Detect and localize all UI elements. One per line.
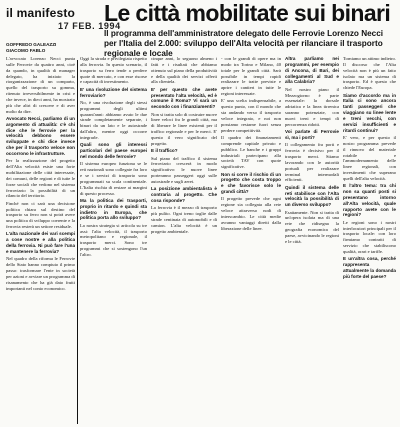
interview-question: Quindi il sistema delle reti stabilisce con l'Alta velocità la possibilità di un diverso sviluppo?: [285, 184, 339, 208]
article-column-4: [221, 56, 281, 424]
interview-question: L'alta nazionale dei vari scempi a cose nostre e alla politica della ferrovia. Ni può fare l'una e mantenere la ferrovia?: [6, 231, 75, 254]
interview-question: Quali sono gli interessi particolari del paese europei nel mondo delle ferrovie?: [80, 142, 147, 159]
column-rule: [77, 60, 78, 424]
interview-question: E' una rivoluzione del sistema ferroviario?: [80, 86, 147, 98]
interview-question: La posizione ambientalista è contraria al progetto. Che cosa risponde?: [151, 186, 217, 203]
interview-question: Voi parlate di Ferrovie sì, ma i porti?: [285, 129, 339, 140]
interview-question: Ma la politica dei trasporti, proprio in ritardo e quindi sta indietro in Europa, che politica porta allo sviluppo?: [80, 197, 147, 221]
article-paragraph: Finché non ci sarà una decisione politica chiara sul destino del trasporto su ferro non si potrà avere una politica di sviluppo coerente e la ferrovia resterà un settore residuale.: [6, 200, 75, 230]
article-paragraph: La nostra strategia si articola su tre assi: l'alta velocità, il trasporto metropolitano e regionale, il trasporto merci. Sono tre programmi che si sostengono l'un l'altro.: [80, 222, 147, 257]
article-paragraph: Non si tratta solo di costruire nuove linee veloci fra le grandi città, ma di liberare le linee esistenti per il traffico regionale e per le merci. E' questo il vero significato del progetto.: [151, 111, 217, 146]
article-paragraph: - con le grandi di opere ma in modo tra Torino e Milano, 40 totale per le grandi città. Sarà possibile in tempi rapidi realizzare le tratte previste e aprire i cantieri in tutte le regioni interessate.: [221, 56, 281, 97]
article-column-1: [6, 56, 75, 424]
article-paragraph: Torniamo un attimo indietro. Il discorso che l'Alta velocità non è più un fatto isolato ma un sistema di trasporto. Ed è questo che chiede l'Europa.: [343, 56, 396, 91]
article-column-5: [285, 56, 339, 424]
article-paragraph: Il sistema europeo funziona se le reti nazionali sono collegate fra loro e se i servizi di trasporto sono programmati su scala continentale. L'Italia rischia di restare ai margini di questo processo.: [80, 161, 147, 196]
headline: Le città mobilitate sui binari: [104, 0, 391, 26]
article-paragraph: Il collegamento fra porti e ferrovia è decisivo per il trasporto merci. Stiamo lavorando con le autorità portuali per realizzare terminal intermodali efficienti.: [285, 142, 339, 183]
issue-date-stamp: 17 FEB. 1994: [58, 21, 121, 31]
article-column-6: [343, 56, 396, 424]
interview-question: E il traffico?: [151, 148, 178, 154]
interview-question: Avvocato Necci, parliamo di un argomento di attualità: c'è chi dice che le ferrovie per la velocità debbono essere sviluppate e chi dice invece che per il trasporto veloce non occorrono le infrastrutture.: [6, 115, 75, 156]
article-paragraph: L'avvocato Lorenzo Necci punta sulle Ferrovie da quattro anni, cioè da quando, in qualità di manager delegato, ha iniziato la riorganizzazione di un comparto, quello del trasporto su gomma, ritenuto irreversibilmente in crisi e che invece, in dieci anni, ha mostrato più che altri di crescere e di aver molto da dire.: [6, 56, 75, 114]
article-paragraph: Sul piano del traffico il sistema ferroviario crescerà in modo significativo: le nuove linee porteranno passeggeri oggi sulle autostrade e sugli aerei.: [151, 155, 217, 184]
interview-question: Altra parliamo nei programmi, per esempio di Ancona, di Bari, dei collegamenti al Sud e alla Calabria?: [285, 56, 339, 85]
masthead: il manifesto: [6, 6, 76, 20]
byline-author: GOFFREDO GALEAZZI: [6, 42, 57, 47]
article-paragraph: E' una scelta indispensabile, a questo punto, con il mondo che sta andando verso il trasporto veloce integrato, e noi non possiamo restarne fuori senza perdere competitività.: [221, 98, 281, 133]
article-paragraph: cinque anni, lo seguono almeno i fatti e i risultati che abbiamo ottenuto sul piano della produttività e della qualità dei servizi offerti alla clientela.: [151, 56, 217, 85]
article-paragraph: Nel quadro della riforma le Ferrovie dello Stato hanno compiuto il primo passo: trasformare l'ente in società per azioni e avviare un programma di risanamento che ha già dato frutti importanti nel conto economico.: [6, 256, 75, 291]
article-column-2: [80, 56, 147, 424]
article-paragraph: Il progetto prevede che ogni regione sia collegata alla rete veloce attraverso nodi di interscambio. Le città medie avranno vantaggi diretti dalla liberazione delle linee.: [221, 196, 281, 231]
article-paragraph: Per la realizzazione del progetto dell'Alta velocità esiste una forte mobilitazione delle città interessate, dei comuni, delle regioni e di tutte le forze sociali che vedono nel sistema ferroviario la possibilità di un rilancio del territorio.: [6, 158, 75, 199]
article-column-3: [151, 56, 217, 424]
interview-question: Siamo d'accordo ma in Italia ci sono ancora tanti passeggeri che viaggiano su linee lente e treni vecchi, con servizi insufficienti e ritardi continui?: [343, 92, 396, 133]
interview-question: E l'altro tema: tra chi non sa quanti posti si presentano intorno all'Alta velocità, quale rapporto avete con le regioni?: [343, 183, 396, 218]
article-paragraph: No, è una rivoluzione degli stessi programmi degli ultimi quarant'anni: abbiamo avuto le due strade completamente separate, i binari da un lato e le autostrade dall'altro, mentre oggi occorre integrarle.: [80, 99, 147, 140]
byline: [6, 42, 76, 54]
standfirst: Il programma dell'amministratore delegato delle Ferrovie Lorenzo Necci per l'Italia del 2.000: sviluppo dell'Alta velocità per rilanciare il trasporto regionale e locale: [104, 29, 384, 58]
article-paragraph: La ferrovia è il mezzo di trasporto più pulito. Ogni treno toglie dalle strade centinaia di automobili e di camion. L'alta velocità è un progetto ambientale.: [151, 205, 217, 234]
interview-question: E un'altra cosa, perché rappresenta attualmente la domanda più forte del paese?: [343, 256, 396, 279]
article-paragraph: Esattamente. Non si tratta di un'opera isolata ma di una rete che ridisegna la geografia economica del paese, avvicinando le regioni e le città.: [285, 209, 339, 244]
article-paragraph: Oggi la strada e privilegiata rispetto alla ferrovia. In questo scenario, il trasporto su ferro tende a perdere quote di mercato, e con esse risorse e capacità di investimento.: [80, 56, 147, 85]
interview-question: Non si corre il rischio di un progetto che costa troppo e che favorisce solo le grandi città?: [221, 171, 281, 195]
article-paragraph: Nel nostro piano il Mezzogiorno è parte essenziale: la dorsale adriatica e la linea tirrenica saranno potenziate, con nuovi treni e tempi di percorrenza ridotti.: [285, 86, 339, 127]
article-paragraph: E' vero, e per questo il nostro programma prevede il rinnovo del materiale rotabile e l'ammodernamento delle linee regionali, con investimenti che superano quelli dell'alta velocità.: [343, 134, 396, 181]
article-paragraph: Il quadro dei finanziamenti comprende capitale privato e pubblico. Le banche e i gruppi industriali partecipano alla società TAV con quote significative.: [221, 134, 281, 170]
interview-question: E' per questo che avete presentato l'alta velocità, ed è comune il Roma? Vi sarà un secondo con i finanziamenti?: [151, 86, 217, 110]
byline-author: GIACOMO FABLO: [6, 48, 46, 53]
article-paragraph: Le regioni sono i nostri interlocutori principali per il trasporto locale: con loro firmiamo contratti di servizio che stabiliscono qualità, orari e tariffe.: [343, 219, 396, 254]
